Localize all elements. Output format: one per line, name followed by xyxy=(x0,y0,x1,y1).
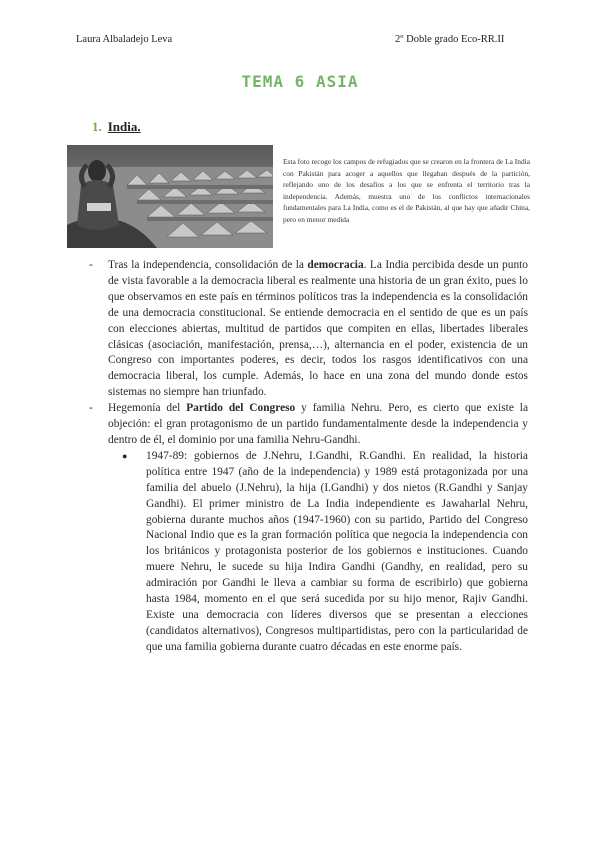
list-dash: - xyxy=(89,259,93,271)
item-bold-term: Partido del Congreso xyxy=(186,402,296,415)
item-text-start: Hegemonía del xyxy=(108,402,187,415)
header-author: Laura Albaladejo Leva xyxy=(76,34,173,45)
list-item xyxy=(82,258,528,401)
header-course: 2º Doble grado Eco-RR.II xyxy=(395,34,505,45)
item-text-end: y familia Nehru. Pero, es cierto que existe la objeción: el gran protagonismo de un partido fundamentalmente desde la independencia y dentro de él, el dominio por una familia Nehru-Gandhi. xyxy=(108,402,528,446)
list-item xyxy=(82,401,528,449)
page-title: TEMA 6 ASIA xyxy=(241,72,359,91)
section-label: India. xyxy=(107,119,141,134)
sub-item-text: 1947-89: gobiernos de J.Nehru, I.Gandhi, R.Gandhi. En realidad, la historia política entre 1947 (año de la independencia) y 1989 está protagonizada por una familia del abuelo (J.Nehru), la hija (I.Gandhi) y dos nietos (R.Gandhi y Sanjay Gandhi). El primer ministro de La India independiente es Jawaharlal Nehru, gobierna durante muchos años (1947-1960) con su partido, Partido del Congreso Nacional Indio que es la gran formación política que negocia la independencia con los británicos y protagonista posterior de los gobiernos e instituciones. Cuando muere Nehru, le sucede su hija Indira Gandhi (Gandhy, en realidad, pero su admiración por Gandhi le lleva a cambiar su forma de escribirlo) que gobierna hasta 1984, momento en el que será sucedida por su hijo menor, Rajiv Gandhi. Existe una democracia con líderes diversos que se presentan a elecciones (candidatos alternativos), Congresos multipartidistas, pero con la particularidad de que una familia gobierna durante cuatro décadas en este enorme país. xyxy=(146,449,528,653)
photo-caption: Esta foto recoge los campos de refugiados que se crearon en la frontera de La India con Pakistán para acoger a aquellos que llegaban después de la partición, reflejando uno de los desafíos a los que se enfrenta el territorio tras la independencia. Además, muestra uno de los conflictos internacionales fundamentales para La India, como es el de Pakistán, al que hay que añadir China, pero en menor medida xyxy=(283,157,530,224)
item-text-start: Tras la independencia, consolidación de la xyxy=(108,259,308,271)
sub-list-item xyxy=(82,449,528,656)
bullet-icon: ● xyxy=(122,450,128,461)
section-heading xyxy=(92,119,141,135)
refugee-camp-photo-icon xyxy=(67,145,273,248)
section-number: 1. xyxy=(92,119,102,134)
body-text xyxy=(82,258,528,656)
item-text-end: . La India percibida desde un punto de vista favorable a la democracia liberal es realmente una historia de un gran éxito, pues lo que observamos en este país en términos políticos tras la independencia es la consolidación de una democracia constitucional. Se entiende democracia en el sentido de que es un país con elecciones abiertas, multitud de partidos que compiten en ellas, libertades liberales clásicas (asociación, manifestación, prensa,…), alternancia en el poder, existencia de un Congreso con importantes poderes, es decir, todos los rasgos identificativos con una democracia liberal, los cumple. Además, lo hace en una zona del mundo donde estos sistemas no siempre han triunfado. xyxy=(108,259,528,399)
list-dash: - xyxy=(89,402,93,415)
item-bold-term: democracia xyxy=(307,259,364,271)
